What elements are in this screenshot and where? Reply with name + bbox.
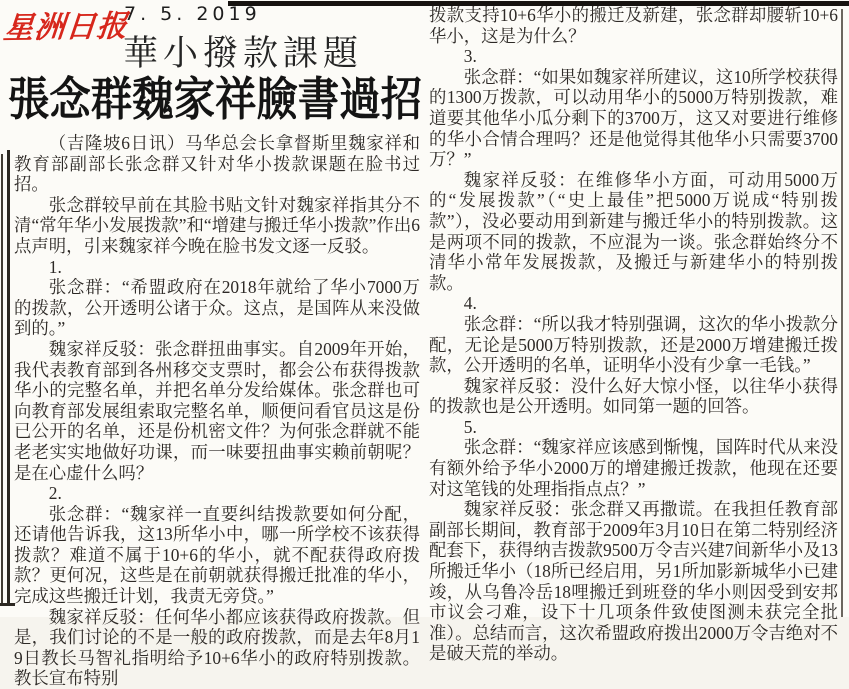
paragraph: 魏家祥反驳：在维修华小方面，可动用5000万的“发展拨款”（“史上最佳”把5000万说成“特别拨款”），没必要动用到新建与搬迁华小的特别拨款。这是两项不同的拨款，不应混为一谈。张念群始终分不清华小常年发展拨款，及搬迁与新建华小的特别拨款。 <box>429 169 838 293</box>
point-number: 1. <box>48 256 62 277</box>
point-number: 4. <box>463 293 477 314</box>
newspaper-logo: 星洲日报 <box>2 8 130 47</box>
publication-date: 7. 5. 2019 <box>124 3 261 25</box>
right-border-rule <box>841 9 843 617</box>
paragraph: 张念群：“魏家祥应该感到惭愧，国阵时代从来没有额外给予华小2000万的增建搬迁拨款，他现在还要对这笔钱的处理指指点点？” <box>429 437 838 499</box>
point-number: 3. <box>463 46 477 67</box>
paragraph: 魏家祥反驳：张念群扭曲事实。自2009年开始，我代表教育部到各州移交支票时，都会公布获得拨款华小的完整名单，并把名单分发给媒体。张念群也可向教育部发展组索取完整名单，顺便问看官员这是份已公开的名单，还是份机密文件？为何张念群就不能老老实实地做好功课，而一味要扭曲事实赖前朝呢？是在心虚什么吗？ <box>14 338 420 483</box>
article-column-right <box>429 5 838 664</box>
paragraph: （吉隆坡6日讯）马华总会长拿督斯里魏家祥和教育部副部长张念群又针对华小拨款课题在脸书过招。 <box>14 133 420 195</box>
paragraph: 魏家祥反驳：没什么好大惊小怪，以往华小获得的拨款也是公开透明。如同第一题的回答。 <box>429 375 838 417</box>
headline-kicker: 華小撥款課題 <box>123 34 364 73</box>
paragraph: 张念群：“所以我才特别强调，这次的华小拨款分配，无论是5000万特别拨款，还是2000万增建搬迁拨款，公开透明的名单，证明华小没有少拿一毛钱。” <box>429 313 838 376</box>
paragraph: 魏家祥反驳：张念群又再撒谎。在我担任教育部副部长期间，教育部于2009年3月10日在第二特别经济配套下，获得纳吉拨款9500万令吉兴建7间新华小及13所搬迁华小（18所已经启用，另1所加影新城华小已建竣，从乌鲁冷岳18哩搬迁到班登的华小则因受到安邦市议会刁难，设下十几项条件致使图测未获完全批准）。总结而言，这次希盟政府拨出2000万令吉绝对不是破天荒的举动。 <box>429 499 838 664</box>
paragraph: 张念群：“魏家祥一直要纠结拨款要如何分配，还请他告诉我，这13所华小中，哪一所学校不该获得拨款？难道不属于10+6的华小，就不配获得政府拨款？更何况，这些是在前朝就获得搬迁批准的华小，完成这些搬迁计划，我责无旁贷。” <box>14 503 420 607</box>
point-number: 5. <box>463 416 477 437</box>
paragraph: 魏家祥反驳：任何华小都应该获得政府拨款。但是，我们讨论的不是一般的政府拨款，而是去年8月19日教长马智礼指明给予10+6华小的政府特别拨款。教长宣布特别 <box>14 606 420 689</box>
point-number: 2. <box>48 483 62 504</box>
paragraph: 张念群：“希盟政府在2018年就给了华小7000万的拨款，公开透明公诸于众。这点，是国阵从来没做到的。” <box>14 277 420 339</box>
left-frame-fragment-inner <box>7 150 10 605</box>
paragraph: 拨款支持10+6华小的搬迁及新建，张念群却腰斩10+6华小，这是为什么？ <box>429 5 838 46</box>
paragraph: 张念群较早前在其脸书贴文针对魏家祥指其分不清“常年华小发展拨款”和“增建与搬迁华小拨款”作出6点声明，引来魏家祥今晚在脸书发文逐一反驳。 <box>14 194 420 256</box>
article-column-left <box>14 133 420 689</box>
left-frame-fragment-bottom <box>0 603 15 606</box>
headline-title: 張念群魏家祥臉書過招 <box>8 73 422 125</box>
left-frame-fragment-outer <box>1 154 3 605</box>
paragraph: 张念群：“如果如魏家祥所建议，这10所学校获得的1300万拨款，可以动用华小的5000万特别拨款，难道要其他华小瓜分剩下的3700万，这又对要进行维修的华小合情合理吗？还是他觉得其他华小只需要3700万？” <box>429 66 838 170</box>
